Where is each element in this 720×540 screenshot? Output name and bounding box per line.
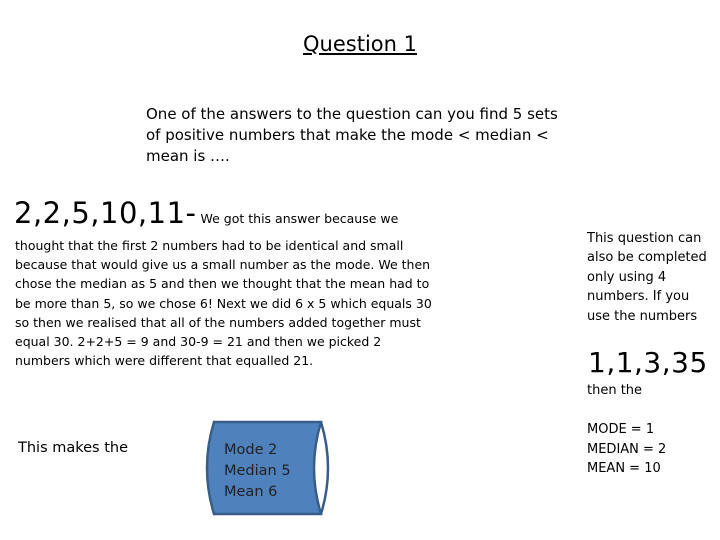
makes-label: This makes the bbox=[18, 440, 129, 456]
side-numbers: 1,1,3,35 bbox=[588, 346, 708, 379]
scroll-curl bbox=[321, 422, 328, 514]
stat-mode: MODE = 1 bbox=[587, 422, 655, 437]
side-stats bbox=[587, 420, 666, 479]
answer-explanation: thought that the first 2 numbers had to be identical and small because that would give us a small number as the mode. We then chose the median as 5 and then we thought that the mean had to be more than 5, so we chose 6! Next we did 6 x 5 which equals 30 so then we realised that all of the numbers added together must equal 30. 2+2+5 = 9 and 30-9 = 21 and then we picked 2 numbers which were different that equalled 21. bbox=[15, 238, 432, 369]
answer-lead-text: We got this answer because we bbox=[200, 211, 399, 226]
page-title: Question 1 bbox=[303, 32, 417, 56]
side-note: This question can also be completed only using 4 numbers. If you use the numbers bbox=[587, 231, 707, 324]
question-intro: One of the answers to the question can you find 5 sets of positive numbers that make the mode < median < mean is …. bbox=[146, 105, 558, 165]
answer-row bbox=[14, 196, 398, 230]
answer-numbers: 2,2,5,10,11- bbox=[14, 196, 197, 230]
scroll-line-median: Median 5 bbox=[224, 463, 291, 479]
stat-mean: MEAN = 10 bbox=[587, 461, 661, 476]
scroll-line-mode: Mode 2 bbox=[224, 442, 278, 458]
stat-median: MEDIAN = 2 bbox=[587, 441, 667, 457]
side-then-text: then the bbox=[587, 383, 643, 398]
scroll-text bbox=[224, 440, 291, 503]
scroll-line-mean: Mean 6 bbox=[224, 484, 278, 500]
